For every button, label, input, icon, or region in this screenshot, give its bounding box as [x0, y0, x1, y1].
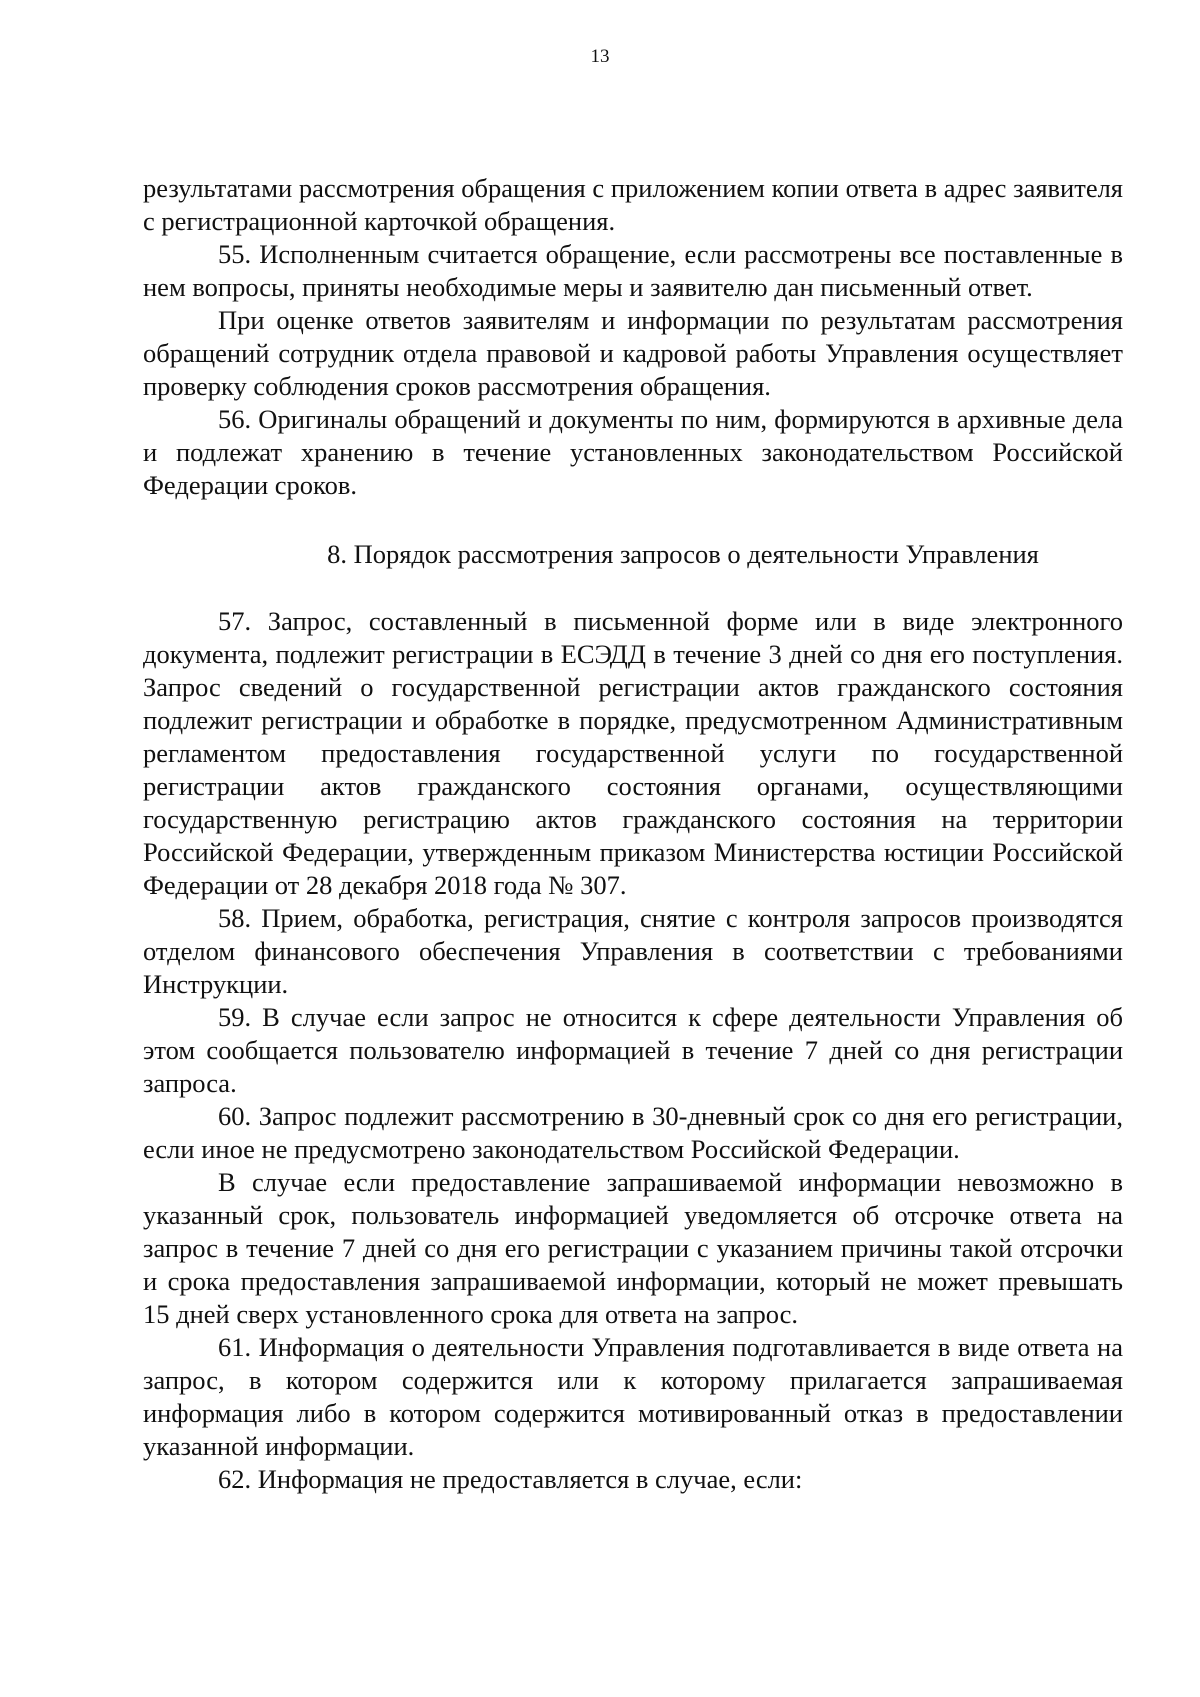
paragraph-continuation: результатами рассмотрения обращения с приложением копии ответа в адрес заявителя с регистрационной карточкой обращения. — [143, 173, 1123, 236]
paragraph-59: 59. В случае если запрос не относится к сфере деятельности Управления об этом сообщается пользователю информацией в течение 7 дней со дня регистрации запроса. — [143, 1002, 1123, 1098]
paragraph-56: 56. Оригиналы обращений и документы по ним, формируются в архивные дела и подлежат хранению в течение установленных законодательством Российской Федерации сроков. — [143, 404, 1123, 500]
paragraph-deferral: В случае если предоставление запрашиваемой информации невозможно в указанный срок, пользователь информацией уведомляется об отсрочке ответа на запрос в течение 7 дней со дня его регистрации с указанием причины такой отсрочки и срока предоставления запрашиваемой информации, который не может превышать 15 дней сверх установленного срока для ответа на запрос. — [143, 1167, 1123, 1329]
paragraph-evaluation: При оценке ответов заявителям и информации по результатам рассмотрения обращений сотрудник отдела правовой и кадровой работы Управления осуществляет проверку соблюдения сроков рассмотрения обращения. — [143, 305, 1123, 401]
paragraph-62: 62. Информация не предоставляется в случае, если: — [218, 1464, 803, 1494]
paragraph-57: 57. Запрос, составленный в письменной форме или в виде электронного документа, подлежит регистрации в ЕСЭДД в течение 3 дней со дня его поступления. Запрос сведений о государственной регистрации актов гражданского состояния подлежит регистрации и обработке в порядке, предусмотренном Административным регламентом предоставления государственной услуги по государственной регистрации актов гражданского состояния органами, осуществляющими государственную регистрацию актов гражданского состояния на территории Российской Федерации, утвержденным приказом Министерства юстиции Российской Федерации от 28 декабря 2018 года № 307. — [143, 606, 1123, 900]
page-number: 13 — [590, 46, 610, 67]
paragraph-58: 58. Прием, обработка, регистрация, снятие с контроля запросов производятся отделом финансового обеспечения Управления в соответствии с требованиями Инструкции. — [143, 903, 1123, 999]
paragraph-60: 60. Запрос подлежит рассмотрению в 30-дневный срок со дня его регистрации, если иное не предусмотрено законодательством Российской Федерации. — [143, 1101, 1123, 1164]
paragraph-61: 61. Информация о деятельности Управления подготавливается в виде ответа на запрос, в котором содержится или к которому прилагается запрашиваемая информация либо в котором содержится мотивированный отказ в предоставлении указанной информации. — [143, 1332, 1123, 1461]
section-heading: 8. Порядок рассмотрения запросов о деятельности Управления — [327, 539, 1039, 569]
document-body — [143, 172, 1123, 1496]
paragraph-55: 55. Исполненным считается обращение, если рассмотрены все поставленные в нем вопросы, приняты необходимые меры и заявителю дан письменный ответ. — [143, 239, 1123, 302]
